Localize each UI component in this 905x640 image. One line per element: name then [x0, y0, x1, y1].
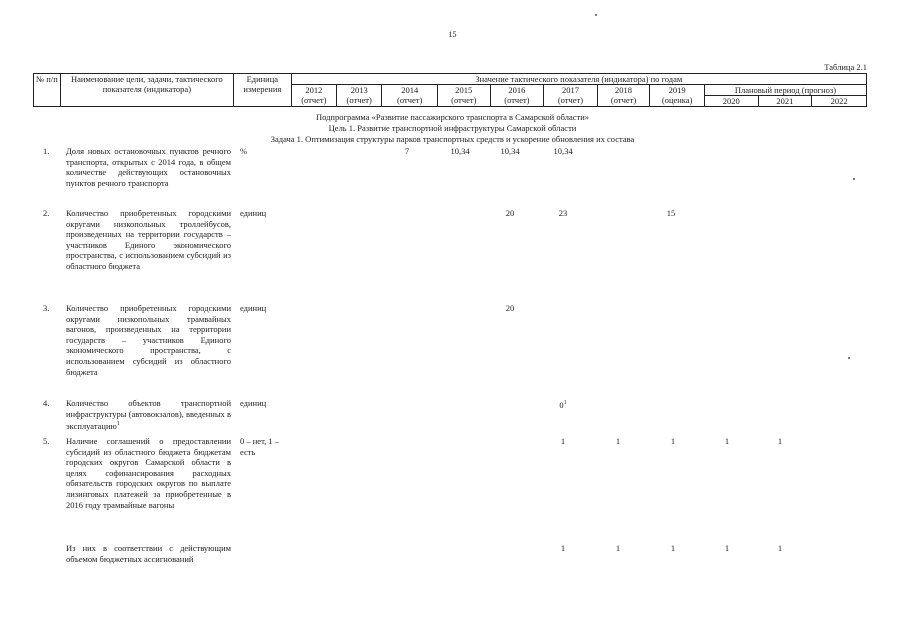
value-2014: 7: [404, 146, 410, 156]
subprogram-title: Подпрограмма «Развитие пассажирского транспорта в Самарской области»: [315, 112, 590, 122]
header-year: 2015 (отчет): [438, 85, 491, 107]
value-2019: 1: [670, 543, 676, 553]
header-year: 2013 (отчет): [337, 85, 382, 107]
header-num: № п/п: [34, 74, 61, 107]
indicator-name: Количество объектов транспортной инфраструктуры (автовокзалов), введенных в эксплуатацию$^1$: [66, 398, 231, 432]
value-2021: 1: [777, 543, 783, 553]
value-2019: 15: [666, 208, 676, 218]
header-forecast-year: 2022: [812, 96, 867, 107]
goal-title: Цель 1. Развитие транспортной инфраструктуры Самарской области: [328, 123, 577, 133]
value-2017: 1: [560, 543, 566, 553]
indicator-unit: 0 – нет, 1 – есть: [240, 436, 280, 457]
indicator-unit: единиц: [240, 208, 267, 218]
footnote-mark: 1: [563, 400, 567, 406]
scan-speck: [848, 357, 850, 359]
value-2016: 20: [505, 303, 515, 313]
table-label: Таблица 2.1: [824, 62, 867, 72]
footnote-mark: 1: [116, 421, 120, 428]
value-2018: 1: [615, 543, 621, 553]
row-number: 4.: [43, 398, 50, 408]
header-name: Наименование цели, задачи, тактического показателя (индикатора): [60, 74, 233, 107]
header-forecast: Плановый период (прогноз): [704, 85, 866, 96]
header-year: 2017 (отчет): [544, 85, 598, 107]
indicator-name: Наличие соглашений о предоставлении субсидий из областного бюджета бюджетам городских округов Самарской области в целях софинансирования расходных обязательств городских округов по выплате лизинговых платежей за приобретенные в 2016 году трамвайные вагоны: [66, 436, 231, 510]
header-forecast-year: 2020: [704, 96, 758, 107]
row-number: 5.: [43, 436, 50, 446]
indicator-name: Количество приобретенных городскими округами низкопольных троллейбусов, произведенных на территории государств – участников Единого экономического пространства, с использованием субсидий из областного бюджета: [66, 208, 231, 271]
value-2017: 10,34: [553, 146, 573, 156]
header-year: 2012 (отчет): [291, 85, 336, 107]
value-2020: 1: [724, 436, 730, 446]
value-2016: 10,34: [500, 146, 520, 156]
header-year: 2019 (оценка): [650, 85, 705, 107]
task-title: Задача 1. Оптимизация структуры парков транспортных средств и ускорение обновления их состава: [270, 134, 635, 144]
page-number: 15: [448, 30, 457, 39]
value-2021: 1: [777, 436, 783, 446]
row-number: 3.: [43, 303, 50, 313]
header-values: Значение тактического показателя (индикатора) по годам: [291, 74, 866, 85]
value-2018: 1: [615, 436, 621, 446]
indicator-name: Доля новых остановочных пунктов речного транспорта, открытых с 2014 года, в общем количестве действующих остановочных пунктов речного транспорта: [66, 146, 231, 188]
value-2017: $0^1$: [559, 399, 567, 410]
indicator-unit: единиц: [240, 303, 267, 313]
row-number: 2.: [43, 208, 50, 218]
header-year: 2016 (отчет): [490, 85, 544, 107]
indicator-name: Количество приобретенных городскими округами низкопольных трамвайных вагонов, произведенных на территории государств – участников Единого экономического пространства, с использованием субсидий из областного бюджета: [66, 303, 231, 377]
row-number: 1.: [43, 146, 50, 156]
scan-speck: [595, 14, 597, 16]
indicator-name: Из них в соответствии с действующим объемом бюджетных ассигнований: [66, 543, 231, 564]
table-header: [33, 73, 867, 107]
scan-speck: [853, 178, 855, 180]
header-forecast-year: 2021: [758, 96, 812, 107]
indicator-unit: %: [240, 146, 248, 156]
header-year: 2014 (отчет): [382, 85, 438, 107]
indicator-unit: единиц: [240, 398, 267, 408]
value-2016: 20: [505, 208, 515, 218]
value-2020: 1: [724, 543, 730, 553]
value-2019: 1: [670, 436, 676, 446]
value-2015: 10,34: [450, 146, 470, 156]
header-unit: Единица измерения: [233, 74, 291, 107]
value-2017: 23: [558, 208, 568, 218]
header-year: 2018 (отчет): [597, 85, 650, 107]
value-2017: 1: [560, 436, 566, 446]
